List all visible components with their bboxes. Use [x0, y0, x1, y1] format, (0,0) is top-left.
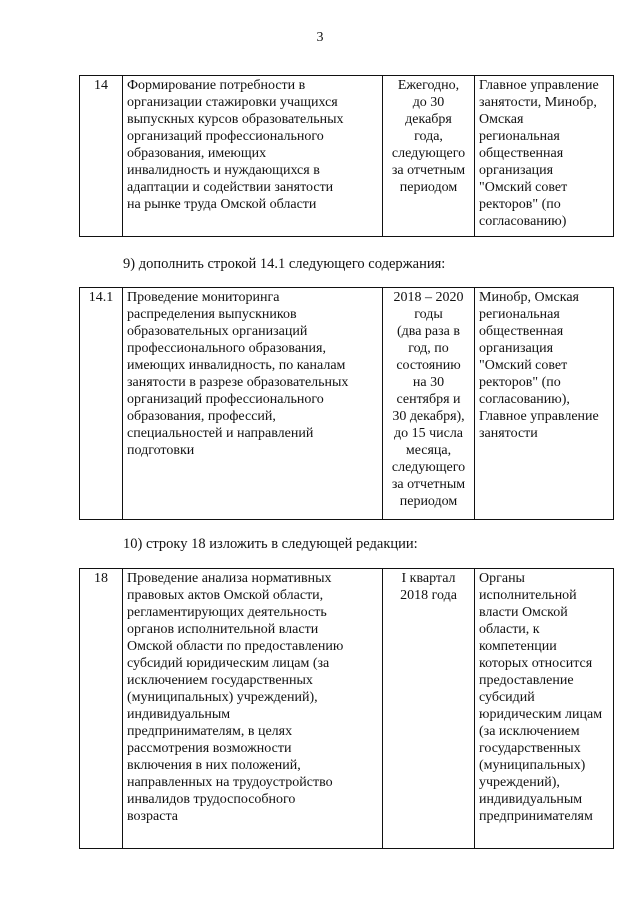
table-row-14: [79, 75, 614, 237]
page-number: 3: [316, 30, 324, 45]
row-term: I квартал 2018 года: [383, 569, 475, 849]
table-row-18: [79, 568, 614, 849]
row-number: 14.1: [80, 288, 123, 520]
table-row: [80, 288, 614, 520]
row-description: Формирование потребности в организации стажировки учащихся выпускных курсов образовательных организаций профессионального образования, имеющих инвалидность и нуждающихся в адаптации и содействии занятости на рынке труда Омской области: [123, 76, 383, 237]
row-term: Ежегодно, до 30 декабря года, следующего за отчетным периодом: [383, 76, 475, 237]
row-executors: Главное управление занятости, Минобр, Омская региональная общественная организация "Омский совет ректоров" (по согласованию): [475, 76, 614, 237]
row-description: Проведение анализа нормативных правовых актов Омской области, регламентирующих деятельность органов исполнительной власти Омской области по предоставлению субсидий юридическим лицам (за исключением государственных (муниципальных) учреждений), индивидуальным предпринимателям, в целях рассмотрения возможности включения в них положений, направленных на трудоустройство инвалидов трудоспособного возраста: [123, 569, 383, 849]
amendment-instruction-9: 9) дополнить строкой 14.1 следующего содержания:: [123, 256, 446, 272]
row-description: Проведение мониторинга распределения выпускников образовательных организаций профессионального образования, имеющих инвалидность, по каналам занятости в разрезе образовательных организаций профессионального образования, профессий, специальностей и направлений подготовки: [123, 288, 383, 520]
row-number: 14: [80, 76, 123, 237]
table-row: [80, 569, 614, 849]
table-row: [80, 76, 614, 237]
amendment-instruction-10: 10) строку 18 изложить в следующей редакции:: [123, 536, 418, 552]
row-executors: Органы исполнительной власти Омской области, к компетенции которых относится предоставление субсидий юридическим лицам (за исключением государственных (муниципальных) учреждений), индивидуальным предпринимателям: [475, 569, 614, 849]
row-executors: Минобр, Омская региональная общественная организация "Омский совет ректоров" (по согласованию), Главное управление занятости: [475, 288, 614, 520]
row-number: 18: [80, 569, 123, 849]
row-term: 2018 – 2020 годы (два раза в год, по состоянию на 30 сентября и 30 декабря), до 15 числа месяца, следующего за отчетным периодом: [383, 288, 475, 520]
table-row-14-1: [79, 287, 614, 520]
